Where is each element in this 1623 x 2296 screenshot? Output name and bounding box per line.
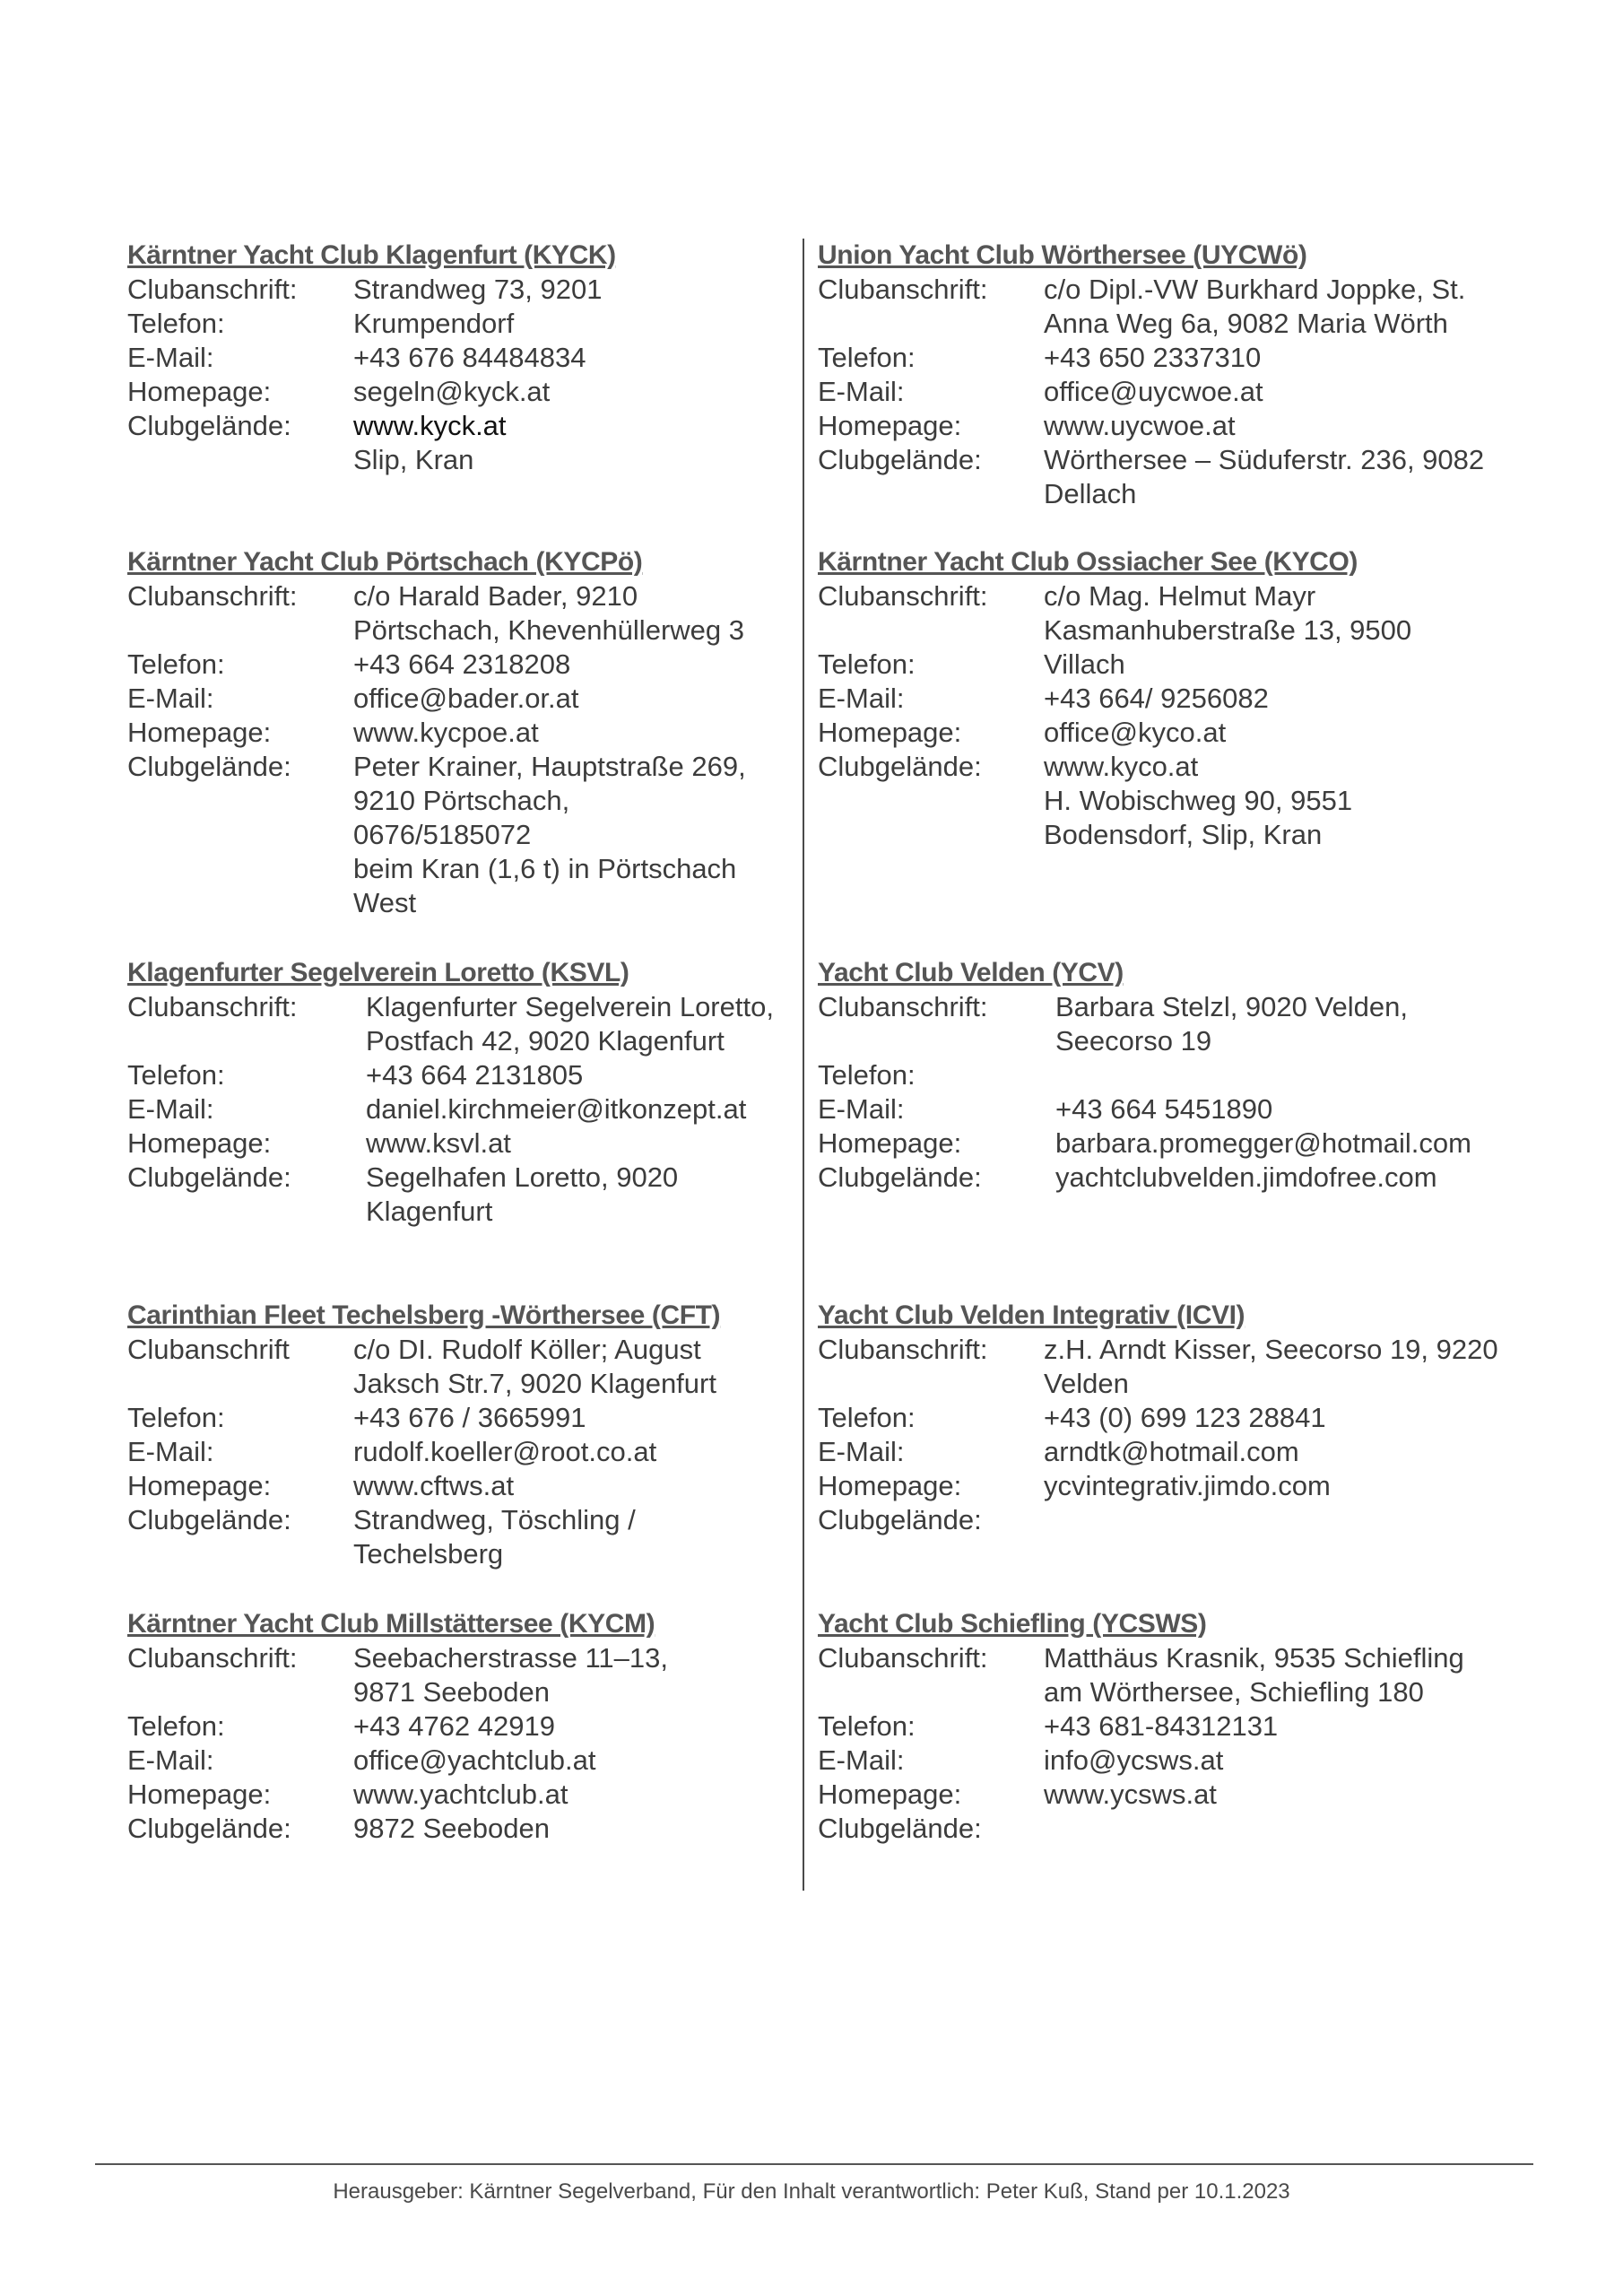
field-label: Clubanschrift: (818, 274, 988, 305)
field-label: Telefon: (818, 1402, 916, 1433)
club-name: Yacht Club Velden (YCV) (818, 958, 1124, 987)
club-entry-ycv (818, 956, 1535, 1195)
club-name: Kärntner Yacht Club Pörtschach (KYCPö) (127, 547, 643, 577)
club-homepage-row (818, 1126, 1535, 1161)
club-email-row (127, 682, 809, 716)
club-entry-ycsws (818, 1607, 1535, 1846)
field-label: E-Mail: (127, 683, 214, 714)
field-value: Jaksch Str.7, 9020 Klagenfurt (353, 1368, 716, 1399)
field-label: Clubanschrift: (818, 580, 988, 612)
club-entry-kycm (127, 1607, 809, 1846)
field-label: Homepage: (127, 1470, 272, 1501)
field-label: Telefon: (127, 648, 225, 680)
field-value: Strandweg 73, 9201 (353, 274, 603, 305)
field-label: Clubanschrift: (818, 991, 988, 1022)
field-label: E-Mail: (127, 1436, 214, 1467)
field-label: E-Mail: (818, 1744, 905, 1776)
club-phone-row (818, 1058, 1535, 1092)
field-value: Slip, Kran (353, 444, 474, 475)
field-value: www.cftws.at (353, 1470, 515, 1501)
field-value: www.ycsws.at (1044, 1779, 1217, 1810)
field-label: Homepage: (127, 717, 272, 748)
club-phone-row (127, 1058, 809, 1092)
club-name: Kärntner Yacht Club Klagenfurt (KYCK) (127, 240, 616, 270)
field-label: Homepage: (818, 1470, 962, 1501)
club-grounds-row (818, 1161, 1535, 1195)
field-label: E-Mail: (127, 342, 214, 373)
field-value: c/o DI. Rudolf Köller; August (353, 1334, 701, 1365)
field-label: Clubanschrift: (127, 274, 298, 305)
field-value: Villach (1044, 648, 1125, 680)
club-phone-row (127, 648, 809, 682)
field-label: Clubgelände: (127, 751, 291, 782)
field-label: Clubgelände: (818, 1504, 982, 1535)
field-value: z.H. Arndt Kisser, Seecorso 19, 9220 (1044, 1334, 1498, 1365)
field-value: segeln@kyck.at (353, 376, 551, 407)
club-address-row (818, 273, 1535, 341)
club-entry-ksvl (127, 956, 809, 1229)
club-address-row (127, 273, 809, 307)
club-homepage-row (818, 409, 1535, 443)
club-address-row (818, 1641, 1535, 1709)
page-footer: Herausgeber: Kärntner Segelverband, Für den Inhalt verantwortlich: Peter Kuß, Stand per 10.1.2023 (333, 2179, 1290, 2204)
field-value: 0676/5185072 (353, 819, 532, 850)
field-label: E-Mail: (127, 1744, 214, 1776)
club-phone-row (127, 1401, 809, 1435)
field-label: Homepage: (127, 376, 272, 407)
field-label: Telefon: (818, 648, 916, 680)
field-label: Clubanschrift: (818, 1642, 988, 1674)
field-label: Clubanschrift (127, 1334, 290, 1365)
field-value: 9871 Seeboden (353, 1676, 550, 1708)
club-entry-uycwoe (818, 239, 1535, 511)
field-value: Velden (1044, 1368, 1129, 1399)
field-value: Techelsberg (353, 1538, 504, 1570)
club-email-row (127, 1744, 809, 1778)
field-label: Clubgelände: (818, 1813, 982, 1844)
club-phone-row (818, 1709, 1535, 1744)
club-phone-row (818, 648, 1535, 682)
club-homepage-row (127, 716, 809, 750)
club-homepage-row (127, 1126, 809, 1161)
club-name: Kärntner Yacht Club Millstättersee (KYCM) (127, 1609, 655, 1639)
field-label: Clubgelände: (127, 1504, 291, 1535)
club-email-row (818, 1435, 1535, 1469)
club-name: Yacht Club Velden Integrativ (ICVI) (818, 1300, 1245, 1330)
field-label: Homepage: (818, 1779, 962, 1810)
club-phone-row (818, 341, 1535, 375)
club-grounds-row (818, 1812, 1535, 1846)
field-value: H. Wobischweg 90, 9551 (1044, 785, 1353, 816)
club-grounds-row (127, 1812, 809, 1846)
club-name: Carinthian Fleet Techelsberg -Wörthersee (CFT) (127, 1300, 721, 1330)
field-label: Homepage: (127, 1779, 272, 1810)
club-address-row (127, 579, 809, 648)
field-value: +43 664 2318208 (353, 648, 571, 680)
field-value: +43 664 2131805 (366, 1059, 584, 1091)
club-homepage-row (818, 1778, 1535, 1812)
field-value: +43 681-84312131 (1044, 1710, 1279, 1742)
field-value: Segelhafen Loretto, 9020 (366, 1161, 679, 1193)
club-name: Klagenfurter Segelverein Loretto (KSVL) (127, 958, 629, 987)
field-value: yachtclubvelden.jimdofree.com (1055, 1161, 1437, 1193)
field-label: Clubanschrift: (127, 991, 298, 1022)
club-address-row (818, 1333, 1535, 1401)
club-email-row (818, 1092, 1535, 1126)
field-value: Dellach (1044, 478, 1137, 509)
field-value: office@yachtclub.at (353, 1744, 596, 1776)
club-name: Yacht Club Schiefling (YCSWS) (818, 1609, 1207, 1639)
field-value: Peter Krainer, Hauptstraße 269, (353, 751, 746, 782)
field-value: +43 676 84484834 (353, 342, 586, 373)
field-value: +43 650 2337310 (1044, 342, 1262, 373)
club-address-row (127, 990, 809, 1058)
club-email-row (818, 375, 1535, 409)
field-value: 9872 Seeboden (353, 1813, 550, 1844)
field-value: ycvintegrativ.jimdo.com (1044, 1470, 1331, 1501)
field-label: Clubanschrift: (818, 1334, 988, 1365)
field-label: Homepage: (127, 1127, 272, 1159)
field-value: +43 (0) 699 123 28841 (1044, 1402, 1326, 1433)
field-label: Clubgelände: (818, 751, 982, 782)
field-value (1044, 1812, 1535, 1846)
field-label: Homepage: (818, 717, 962, 748)
field-label: E-Mail: (818, 683, 905, 714)
club-name: Kärntner Yacht Club Ossiacher See (KYCO) (818, 547, 1358, 577)
field-label: E-Mail: (818, 1436, 905, 1467)
club-name: Union Yacht Club Wörthersee (UYCWö) (818, 240, 1307, 270)
field-value: Postfach 42, 9020 Klagenfurt (366, 1025, 725, 1057)
field-label: Clubgelände: (127, 1813, 291, 1844)
field-value: Pörtschach, Khevenhüllerweg 3 (353, 614, 744, 646)
club-email-row (818, 1744, 1535, 1778)
club-entry-icvi (818, 1299, 1535, 1537)
field-value (1055, 1058, 1535, 1092)
field-label: Telefon: (818, 342, 916, 373)
field-value: Klagenfurt (366, 1196, 493, 1227)
field-value: +43 664/ 9256082 (1044, 683, 1269, 714)
field-value: office@uycwoe.at (1044, 376, 1263, 407)
field-value: Kasmanhuberstraße 13, 9500 (1044, 614, 1412, 646)
field-value: 9210 Pörtschach, (353, 785, 570, 816)
club-address-row (127, 1333, 809, 1401)
club-email-row (127, 341, 809, 375)
club-homepage-row (127, 1469, 809, 1503)
footer-rule (95, 2163, 1533, 2165)
field-value (1044, 1503, 1535, 1537)
field-value: www.kyco.at (1044, 751, 1199, 782)
field-value: Barbara Stelzl, 9020 Velden, (1055, 991, 1408, 1022)
field-value: rudolf.koeller@root.co.at (353, 1436, 657, 1467)
field-value: Wörthersee – Süduferstr. 236, 9082 (1044, 444, 1485, 475)
field-label: E-Mail: (818, 376, 905, 407)
field-value: +43 4762 42919 (353, 1710, 555, 1742)
club-address-row (818, 579, 1535, 648)
field-value: office@bader.or.at (353, 683, 579, 714)
field-label: Telefon: (127, 1402, 225, 1433)
field-value: Seecorso 19 (1055, 1025, 1212, 1057)
club-entry-kyco (818, 545, 1535, 852)
field-value: Matthäus Krasnik, 9535 Schiefling (1044, 1642, 1464, 1674)
field-label: Clubgelände: (127, 1161, 291, 1193)
club-homepage-row (818, 1469, 1535, 1503)
homepage-link[interactable]: www.kyck.at (353, 410, 507, 441)
club-phone-row (127, 307, 809, 341)
field-label: Telefon: (127, 1710, 225, 1742)
club-grounds-row (818, 443, 1535, 511)
club-grounds-row (127, 1161, 809, 1229)
club-grounds-row (127, 409, 809, 477)
field-value: Klagenfurter Segelverein Loretto, (366, 991, 774, 1022)
field-label: Clubanschrift: (127, 580, 298, 612)
field-label: Telefon: (127, 1059, 225, 1091)
field-label: Telefon: (818, 1710, 916, 1742)
club-address-row (127, 1641, 809, 1709)
field-value: daniel.kirchmeier@itkonzept.at (366, 1093, 747, 1125)
field-value: www.uycwoe.at (1044, 410, 1236, 441)
field-value: c/o Harald Bader, 9210 (353, 580, 638, 612)
club-address-row (818, 990, 1535, 1058)
field-label: Telefon: (127, 308, 225, 339)
field-value: www.yachtclub.at (353, 1779, 568, 1810)
field-label: Homepage: (818, 410, 962, 441)
field-label: E-Mail: (818, 1093, 905, 1125)
field-label: Clubgelände: (127, 410, 291, 441)
field-value: Krumpendorf (353, 308, 515, 339)
field-value: info@ycsws.at (1044, 1744, 1224, 1776)
field-value: +43 664 5451890 (1055, 1093, 1273, 1125)
field-value: office@kyco.at (1044, 717, 1227, 748)
field-value: Bodensdorf, Slip, Kran (1044, 819, 1323, 850)
field-label: Telefon: (818, 1059, 916, 1091)
club-email-row (127, 1435, 809, 1469)
field-label: E-Mail: (127, 1093, 214, 1125)
club-phone-row (818, 1401, 1535, 1435)
club-email-row (818, 682, 1535, 716)
field-value: c/o Mag. Helmut Mayr (1044, 580, 1316, 612)
field-value: beim Kran (1,6 t) in Pörtschach (353, 853, 737, 884)
field-label: Homepage: (818, 1127, 962, 1159)
club-entry-kyck (127, 239, 809, 477)
club-homepage-row (127, 375, 809, 409)
club-entry-cft (127, 1299, 809, 1571)
field-value: West (353, 887, 417, 918)
field-value: am Wörthersee, Schiefling 180 (1044, 1676, 1424, 1708)
field-value: +43 676 / 3665991 (353, 1402, 586, 1433)
field-label: Clubanschrift: (127, 1642, 298, 1674)
club-email-row (127, 1092, 809, 1126)
field-value: arndtk@hotmail.com (1044, 1436, 1299, 1467)
field-value: Seebacherstrasse 11–13, (353, 1642, 668, 1674)
club-homepage-row (818, 716, 1535, 750)
field-value: www.kycpoe.at (353, 717, 539, 748)
field-value: Strandweg, Töschling / (353, 1504, 636, 1535)
club-grounds-row (127, 750, 809, 920)
field-value: barbara.promegger@hotmail.com (1055, 1127, 1471, 1159)
club-grounds-row (127, 1503, 809, 1571)
club-entry-kycpoe (127, 545, 809, 920)
club-grounds-row (818, 1503, 1535, 1537)
field-value: www.ksvl.at (366, 1127, 511, 1159)
field-value: Anna Weg 6a, 9082 Maria Wörth (1044, 308, 1448, 339)
club-homepage-row (127, 1778, 809, 1812)
club-grounds-row (818, 750, 1535, 852)
club-phone-row (127, 1709, 809, 1744)
field-value: c/o Dipl.-VW Burkhard Joppke, St. (1044, 274, 1466, 305)
field-label: Clubgelände: (818, 444, 982, 475)
field-label: Clubgelände: (818, 1161, 982, 1193)
